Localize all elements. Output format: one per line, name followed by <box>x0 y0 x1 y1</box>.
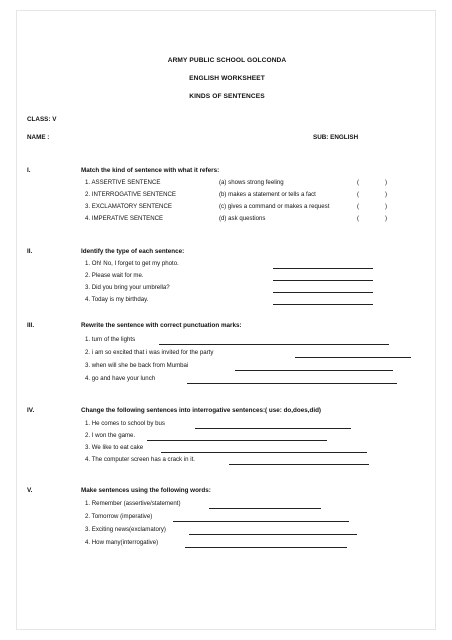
worksheet-title: ENGLISH WORKSHEET <box>189 75 265 82</box>
answer-blank[interactable] <box>161 452 367 453</box>
subject-label: SUB: ENGLISH <box>313 134 359 141</box>
answer-blank[interactable] <box>189 534 357 535</box>
name-label: NAME : <box>27 134 50 141</box>
list-item: 2. Please wait for me. <box>85 272 144 279</box>
match-left-item: 4. IMPERATIVE SENTENCE <box>85 215 164 222</box>
school-name: ARMY PUBLIC SCHOOL GOLCONDA <box>167 57 287 64</box>
answer-blank[interactable] <box>187 383 397 384</box>
answer-blank[interactable] <box>185 547 347 548</box>
list-item: 2. I won the game. <box>85 432 136 439</box>
list-item: 1. Oh! No, I forget to get my photo. <box>85 260 179 267</box>
section-title: Match the kind of sentence with what it refers: <box>81 167 220 174</box>
match-left-item: 1. ASSERTIVE SENTENCE <box>85 179 161 186</box>
answer-blank[interactable] <box>273 304 373 305</box>
section-number: III. <box>27 322 35 329</box>
list-item: 1. Remember (assertive/statement) <box>85 500 181 507</box>
answer-blank[interactable] <box>273 292 373 293</box>
list-item: 3. Exciting news(exclamatory) <box>85 526 166 533</box>
match-right-item: (a) shows strong feeling <box>219 179 284 186</box>
list-item: 3. Did you bring your umbrella? <box>85 284 170 291</box>
class-label: CLASS: V <box>27 116 57 123</box>
match-right-item: (b) makes a statement or tells a fact <box>219 191 316 198</box>
section-title: Identify the type of each sentence: <box>81 248 185 255</box>
section-title: Rewrite the sentence with correct punctuation marks: <box>81 322 242 329</box>
match-left-item: 3. EXCLAMATORY SENTENCE <box>85 203 172 210</box>
section-title: Make sentences using the following words: <box>81 487 211 494</box>
list-item: 4. go and have your lunch <box>85 375 156 382</box>
answer-paren-close: ) <box>385 203 388 210</box>
match-right-item: (c) gives a command or makes a request <box>219 203 330 210</box>
answer-blank[interactable] <box>273 280 373 281</box>
answer-paren-open: ( <box>357 203 360 210</box>
answer-paren-close: ) <box>385 179 388 186</box>
worksheet-page <box>16 10 436 630</box>
answer-blank[interactable] <box>273 268 373 269</box>
answer-blank[interactable] <box>295 357 411 358</box>
list-item: 4. How many(interrogative) <box>85 539 159 546</box>
answer-blank[interactable] <box>209 508 321 509</box>
answer-paren-close: ) <box>385 215 388 222</box>
answer-blank[interactable] <box>229 464 369 465</box>
list-item: 3. when will she be back from Mumbai <box>85 362 189 369</box>
list-item: 1. He comes to school by bus <box>85 420 165 427</box>
list-item: 3. We like to eat cake <box>85 444 144 451</box>
section-number: II. <box>27 248 33 255</box>
list-item: 2. i am so excited that i was invited for the party <box>85 349 214 356</box>
section-number: V. <box>27 487 33 494</box>
list-item: 1. turn of the lights <box>85 336 136 343</box>
answer-paren-close: ) <box>385 191 388 198</box>
match-left-item: 2. INTERROGATIVE SENTENCE <box>85 191 176 198</box>
answer-paren-open: ( <box>357 215 360 222</box>
answer-blank[interactable] <box>195 428 351 429</box>
worksheet-topic: KINDS OF SENTENCES <box>189 93 265 100</box>
match-right-item: (d) ask questions <box>219 215 266 222</box>
answer-paren-open: ( <box>357 179 360 186</box>
list-item: 2. Tomorrow (imperative) <box>85 513 153 520</box>
section-number: I. <box>27 167 31 174</box>
answer-paren-open: ( <box>357 191 360 198</box>
list-item: 4. Today is my birthday. <box>85 296 149 303</box>
section-number: IV. <box>27 407 35 414</box>
answer-blank[interactable] <box>173 521 349 522</box>
answer-blank[interactable] <box>159 344 389 345</box>
answer-blank[interactable] <box>147 440 327 441</box>
list-item: 4. The computer screen has a crack in it. <box>85 456 195 463</box>
answer-blank[interactable] <box>235 370 393 371</box>
section-title: Change the following sentences into interrogative sentences:( use: do,does,did) <box>81 407 322 414</box>
